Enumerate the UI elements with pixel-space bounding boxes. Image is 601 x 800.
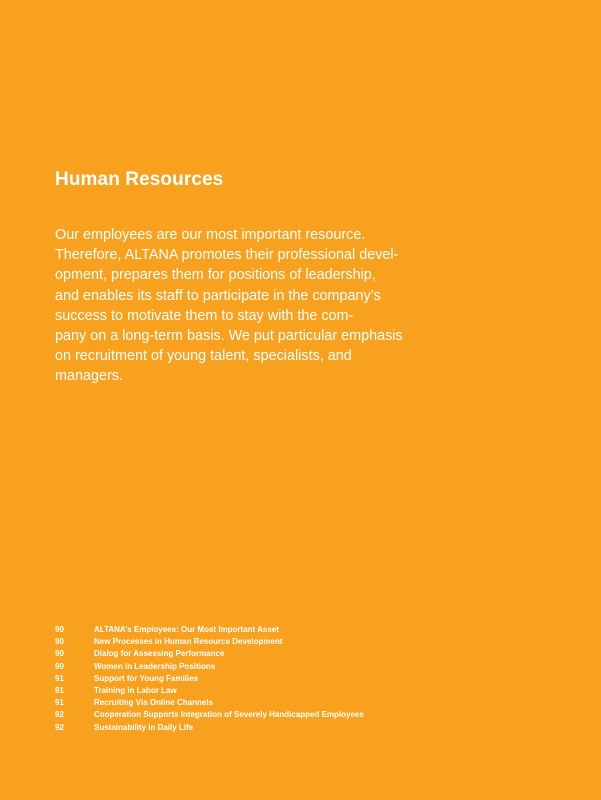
toc-item[interactable]: [55, 648, 575, 660]
intro-paragraph: [55, 225, 415, 387]
toc-entry-title: Recruiting Via Online Channels: [94, 698, 213, 708]
toc-item[interactable]: [55, 636, 575, 648]
toc-page-number: 92: [55, 710, 64, 720]
toc-item[interactable]: [55, 697, 575, 709]
section-title: Human Resources: [55, 169, 224, 190]
toc-entry-title: Sustainability in Daily Life: [94, 722, 194, 732]
toc-entry-title: New Processes in Human Resource Development: [94, 637, 283, 647]
toc-item[interactable]: [55, 673, 575, 685]
intro-line: Our employees are our most important resource.: [55, 227, 366, 243]
toc-item[interactable]: [55, 661, 575, 673]
toc-page-number: 90: [55, 661, 64, 671]
toc-page-number: 90: [55, 649, 64, 659]
intro-line: success to motivate them to stay with the com-: [55, 307, 354, 324]
toc-entry-title: Support for Young Families: [94, 673, 199, 683]
toc-item[interactable]: [55, 709, 575, 721]
toc-page-number: 91: [55, 673, 64, 683]
toc-item[interactable]: [55, 624, 575, 636]
table-of-contents: [55, 624, 575, 734]
intro-line: Therefore, ALTANA promotes their professional devel-: [55, 247, 399, 264]
intro-line: and enables its staff to participate in the company’s: [55, 287, 381, 304]
toc-page-number: 92: [55, 722, 64, 732]
toc-page-number: 90: [55, 625, 64, 634]
intro-line: opment, prepares them for positions of leadership,: [55, 267, 376, 284]
toc-entry-title: ALTANA’s Employees: Our Most Important Asset: [94, 625, 279, 634]
toc-entry-title: Training in Labor Law: [94, 685, 177, 695]
intro-line: pany on a long-term basis. We put particular emphasis: [55, 328, 403, 345]
toc-page-number: 91: [55, 698, 64, 708]
intro-line: managers.: [55, 368, 123, 385]
toc-item[interactable]: [55, 722, 575, 734]
toc-entry-title: Women in Leadership Positions: [94, 661, 216, 671]
toc-page-number: 91: [55, 685, 64, 695]
toc-entry-title: Cooperation Supports Integration of Severely Handicapped Employees: [94, 710, 364, 720]
toc-page-number: 90: [55, 637, 64, 647]
toc-entry-title: Dialog for Assessing Performance: [94, 649, 225, 659]
toc-item[interactable]: [55, 685, 575, 697]
intro-line: on recruitment of young talent, specialists, and: [55, 348, 352, 365]
